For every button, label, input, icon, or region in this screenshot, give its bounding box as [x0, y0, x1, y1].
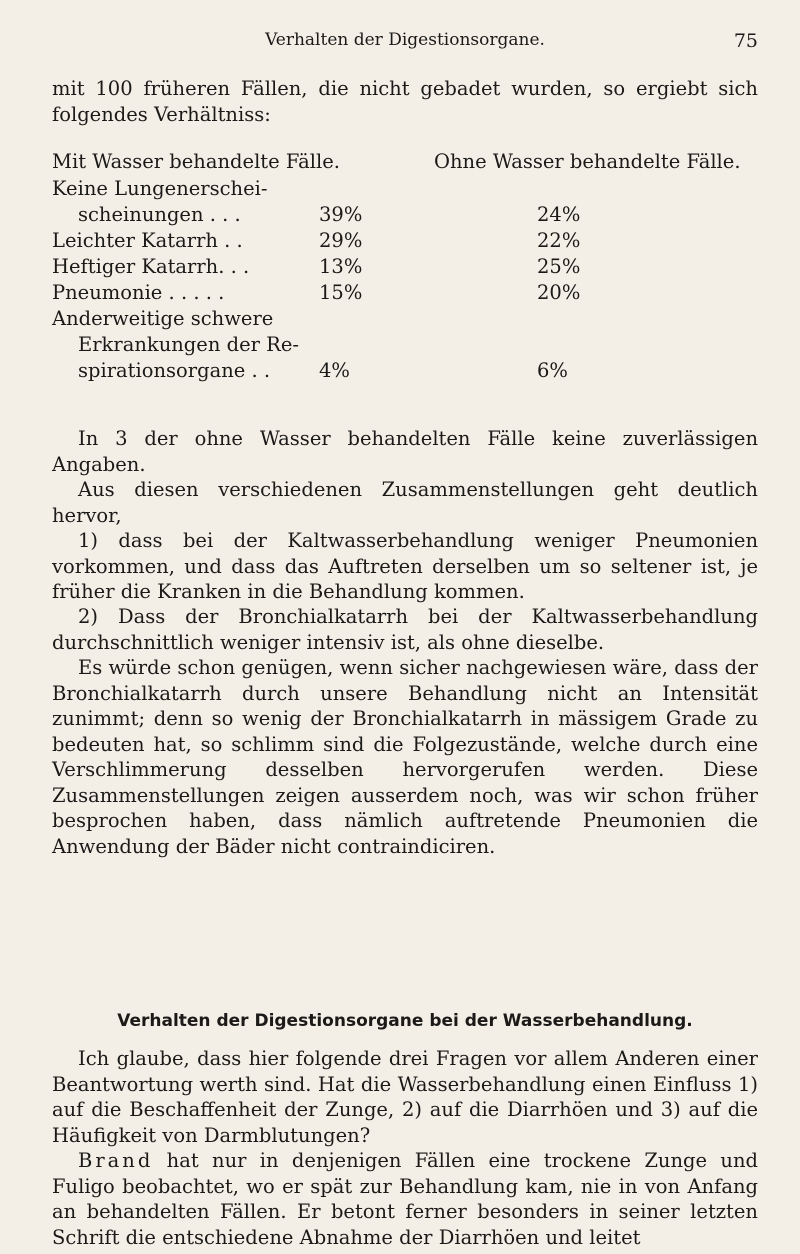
row-label-line: Erkrankungen der Re- [78, 333, 299, 356]
table-row [52, 280, 758, 306]
value-without-water: 6% [537, 359, 568, 382]
intro-paragraph: mit 100 früheren Fällen, die nicht gebadet wurden, so ergiebt sich folgendes Verhältniss: [52, 77, 758, 126]
body-paragraph: Aus diesen verschiedenen Zusammenstellungen geht deutlich hervor, [52, 478, 758, 527]
row-label-line: Anderweitige schwere [52, 307, 274, 330]
value-without-water: 22% [537, 229, 581, 252]
section-paragraph [52, 1148, 758, 1250]
section-heading: Verhalten der Digestionsorgane bei der Wasserbehandlung. [117, 1011, 693, 1031]
author-name: Brand [78, 1149, 154, 1172]
value-with-water: 13% [319, 255, 363, 278]
row-label-line: Pneumonie . . . . . [52, 281, 225, 304]
row-label-line: Leichter Katarrh . . [52, 229, 243, 252]
table-row [52, 306, 758, 384]
table-header [52, 150, 758, 176]
running-title: Verhalten der Digestionsorgane. [265, 30, 545, 50]
numbered-point-1: 1) dass bei der Kaltwasserbehandlung weniger Pneumonien vorkommen, und dass das Auftreten derselben um so seltener ist, je früher die Kranken in die Behandlung kommen. [52, 529, 758, 603]
value-with-water: 15% [319, 281, 363, 304]
numbered-point-2: 2) Dass der Bronchialkatarrh bei der Kaltwasserbehandlung durchschnittlich weniger intensiv ist, als ohne dieselbe. [52, 605, 758, 654]
header-with-water: Mit Wasser behandelte Fälle. [52, 150, 340, 173]
body-paragraph: Es würde schon genügen, wenn sicher nachgewiesen wäre, dass der Bronchialkatarrh durch unsere Behandlung nicht an Intensität zunimmt; denn so wenig der Bronchialkatarrh in mässigem Grade zu bedeuten hat, so schlimm sind die Folgezustände, welche durch eine Verschlimmerung desselben hervorgerufen werden. Diese Zusammenstellungen zeigen ausserdem noch, was wir schon früher besprochen haben, dass nämlich auftretende Pneumonien die Anwendung der Bäder nicht contraindiciren. [52, 656, 758, 858]
page-number: 75 [733, 30, 758, 52]
table-row [52, 228, 758, 254]
row-label-line: Keine Lungenerschei- [52, 177, 268, 200]
value-with-water: 29% [319, 229, 363, 252]
body-paragraph: In 3 der ohne Wasser behandelten Fälle keine zuverlässigen Angaben. [52, 427, 758, 476]
value-without-water: 24% [537, 203, 581, 226]
table-row [52, 254, 758, 280]
section-paragraph: Ich glaube, dass hier folgende drei Fragen vor allem Anderen einer Beantwortung werth sind. Hat die Wasserbehandlung einen Einfluss 1) auf die Beschaffenheit der Zunge, 2) auf die Diarrhöen und 3) auf die Häufigkeit von Darmblutungen? [52, 1047, 758, 1147]
row-label-line: spirationsorgane . . [78, 359, 271, 382]
value-with-water: 4% [319, 359, 350, 382]
row-label-line: Heftiger Katarrh. . . [52, 255, 250, 278]
value-without-water: 25% [537, 255, 581, 278]
row-label-line: scheinungen . . . [78, 203, 241, 226]
table-row [52, 176, 758, 228]
paragraph-text: hat nur in denjenigen Fällen eine trockene Zunge und Fuligo beobachtet, wo er spät zur Behandlung kam, nie in von Anfang an behandelten Fällen. Er betont ferner besonders in seiner letzten Schrift die entschiedene Abnahme der Diarrhöen und leitet [52, 1149, 758, 1249]
running-head [52, 30, 758, 60]
value-without-water: 20% [537, 281, 581, 304]
header-without-water: Ohne Wasser behandelte Fälle. [434, 150, 741, 173]
value-with-water: 39% [319, 203, 363, 226]
comparison-table [52, 150, 758, 384]
